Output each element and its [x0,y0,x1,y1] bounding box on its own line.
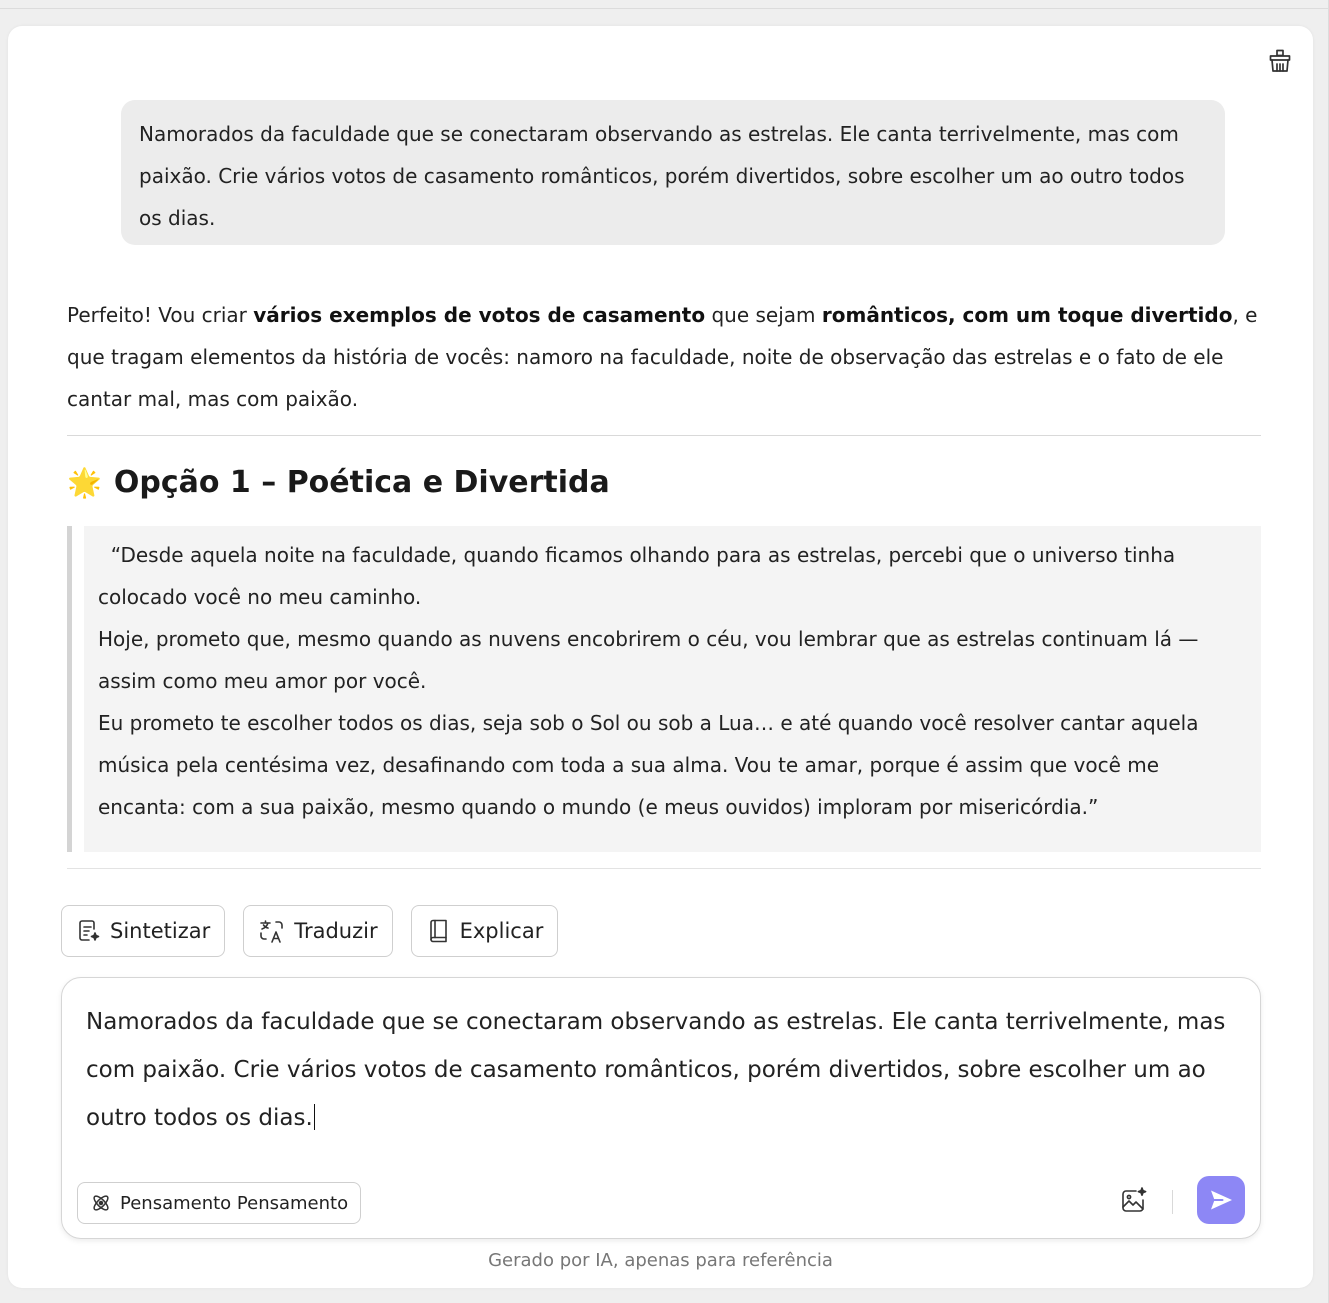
translate-label: Traduzir [294,919,378,943]
book-icon [426,918,452,944]
clear-chat-button[interactable] [1265,46,1295,76]
answer-intro-text: Perfeito! Vou criar [67,303,254,327]
translate-button[interactable] [243,905,392,957]
summarize-label: Sintetizar [110,919,211,943]
vow-line: Eu prometo te escolher todos os dias, seja sob o Sol ou sob a Lua… e até quando você resolver cantar aquela música pela centésima vez, desafinando com toda a sua alma. Vou te amar, porque é assim que você me encanta: com a sua paixão, mesmo quando o mundo (e meus ouvidos) imploram por misericórdia.” [98,711,1199,819]
clear-chat-icon [1267,48,1293,74]
chat-panel [8,26,1313,1288]
quick-actions [61,905,558,957]
send-icon [1208,1187,1234,1213]
answer-intro-bold: românticos, com um toque divertido [821,303,1233,327]
divider [67,868,1261,869]
send-button[interactable] [1197,1176,1245,1224]
divider [67,435,1261,436]
message-input-value: Namorados da faculdade que se conectaram observando as estrelas. Ele canta terrivelmente, mas com paixão. Crie vários votos de casamento românticos, porém divertidos, sobre escolher um ao outro todos os dias. [86,1009,1226,1131]
message-input[interactable] [86,998,1226,1142]
thinking-mode-label: Pensamento Pensamento [120,1192,349,1214]
option-1-heading [67,458,610,506]
atom-icon [90,1192,112,1214]
explain-label: Explicar [459,919,544,943]
user-message-text: Namorados da faculdade que se conectaram observando as estrelas. Ele canta terrivelmente, mas com paixão. Crie vários votos de casamento românticos, porém divertidos, sobre escolher um ao outro todos os dias. [139,122,1185,230]
thinking-mode-button[interactable] [77,1182,361,1224]
vow-blockquote [67,526,1261,852]
user-message-bubble [121,100,1225,245]
star-icon: 🌟 [67,465,102,499]
translate-icon [258,917,286,945]
ai-disclaimer: Gerado por IA, apenas para referência [488,1250,833,1271]
answer-intro-bold: vários exemplos de votos de casamento [253,303,706,327]
image-sparkle-icon [1119,1186,1149,1216]
answer-intro-text: , e que tragam elementos da história de vocês: namoro na faculdade, noite de observação das estrelas e o fato de ele cantar mal, mas com paixão. [67,303,1258,411]
summarize-button[interactable] [61,905,225,957]
vow-line: Hoje, prometo que, mesmo quando as nuvens encobrirem o céu, vou lembrar que as estrelas continuam lá — assim como meu amor por você. [98,627,1199,693]
image-generate-button[interactable] [1118,1185,1150,1217]
vow-line: “Desde aquela noite na faculdade, quando ficamos olhando para as estrelas, percebi que o universo tinha colocado você no meu caminho. [98,543,1182,609]
vow-blockquote-body [84,526,1261,852]
option-1-title: Opção 1 – Poética e Divertida [113,464,610,500]
composer-separator [1172,1190,1173,1214]
summarize-icon [76,918,102,944]
window-top-border [0,8,1329,9]
answer-intro-text: que sejam [705,303,822,327]
message-composer[interactable] [61,977,1261,1239]
answer-intro [67,294,1267,420]
explain-button[interactable] [411,905,559,957]
text-caret [314,1104,315,1130]
